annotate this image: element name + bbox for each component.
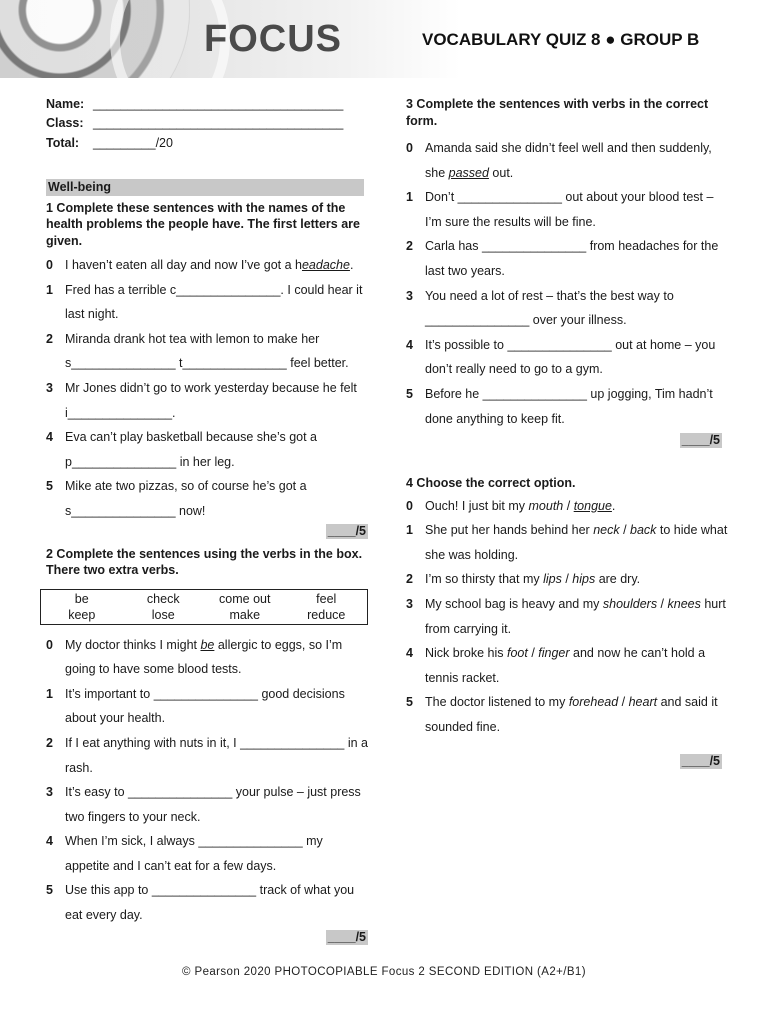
ex3-item	[406, 185, 728, 234]
class-row	[46, 114, 368, 134]
item-number: 4	[46, 834, 53, 849]
item-number: 5	[406, 695, 413, 710]
class-label: Class:	[46, 116, 84, 131]
total-row	[46, 133, 368, 153]
item-text[interactable]: Ouch! I just bit my mouth / tongue.	[425, 498, 616, 513]
item-number: 4	[406, 337, 413, 352]
ex2-item	[46, 731, 368, 780]
ex1-item	[46, 425, 368, 474]
item-number: 3	[406, 288, 413, 303]
ex1-item	[46, 253, 368, 278]
item-number: 3	[46, 785, 53, 800]
name-field[interactable]: ____________________________________	[93, 96, 344, 111]
page-header	[0, 0, 768, 78]
item-number: 1	[406, 523, 413, 538]
word-box-word: feel	[316, 591, 337, 606]
item-text[interactable]: Amanda said she didn’t feel well and then suddenly, she passed out.	[425, 141, 712, 180]
item-text[interactable]: My school bag is heavy and my shoulders / knees hurt from carrying it.	[425, 597, 726, 636]
item-number: 3	[46, 380, 53, 395]
item-number: 0	[406, 498, 413, 513]
item-text[interactable]: Before he _______________ up jogging, Tim hadn’t done anything to keep fit.	[425, 386, 713, 426]
item-number: 2	[406, 572, 413, 587]
item-number: 0	[46, 637, 53, 652]
ex1-item	[46, 278, 368, 327]
item-number: 5	[46, 479, 53, 494]
exercise-4-score[interactable]: ____/5	[681, 753, 720, 768]
item-text[interactable]: Miranda drank hot tea with lemon to make her s_______________ t_______________ feel better.	[65, 331, 349, 371]
item-number: 0	[406, 141, 413, 155]
item-number: 5	[46, 883, 53, 898]
ex4-item	[406, 494, 728, 519]
ex2-item	[46, 633, 368, 682]
item-text[interactable]: When I’m sick, I always _______________ my appetite and I can’t eat for a few days.	[65, 834, 323, 873]
ex2-item	[46, 878, 368, 927]
exercise-3-score[interactable]: ____/5	[681, 433, 720, 448]
item-text[interactable]: It’s important to _______________ good decisions about your health.	[65, 686, 345, 726]
focus-logo: FOCUS	[204, 18, 342, 60]
item-text[interactable]: I’m so thirsty that my lips / hips are dry.	[425, 572, 641, 587]
word-box-row	[41, 607, 367, 623]
ex4-item	[406, 690, 728, 739]
ex3-item	[406, 333, 728, 382]
name-row	[46, 94, 368, 114]
exercise-1-instruction: 1 Complete these sentences with the names of the health problems the people have. The first letters are given.	[46, 200, 360, 248]
item-text[interactable]: Don’t _______________ out about your blood test – I’m sure the results will be fine.	[425, 190, 714, 229]
exercise-1-score[interactable]: ____/5	[327, 523, 366, 538]
item-number: 1	[406, 190, 413, 205]
exercise-2-list	[46, 633, 368, 928]
item-number: 2	[46, 331, 53, 346]
item-text[interactable]: It’s easy to _______________ your pulse – just press two fingers to your neck.	[65, 785, 361, 824]
word-box-word: reduce	[307, 607, 346, 622]
left-column	[46, 94, 368, 948]
item-text[interactable]: Fred has a terrible c_______________. I could hear it last night.	[65, 282, 363, 322]
ex4-item	[406, 567, 728, 592]
item-text[interactable]: She put her hands behind her neck / back to hide what she was holding.	[425, 523, 728, 562]
item-number: 4	[46, 430, 53, 445]
word-box-word: keep	[68, 607, 96, 622]
ex1-item	[46, 376, 368, 425]
ex2-item	[46, 780, 368, 829]
item-text[interactable]: If I eat anything with nuts in it, I _______________ in a rash.	[65, 735, 368, 775]
ex1-item	[46, 474, 368, 523]
item-text[interactable]: Carla has _______________ from headaches for the last two years.	[425, 239, 719, 278]
total-label: Total:	[46, 135, 80, 150]
item-text[interactable]: It’s possible to _______________ out at home – you don’t really need to go to a gym.	[425, 337, 716, 377]
ex3-item	[406, 234, 728, 283]
quiz-title: VOCABULARY QUIZ 8 ● GROUP B	[422, 30, 700, 49]
page-footer: © Pearson 2020 PHOTOCOPIABLE Focus 2 SECOND EDITION (A2+/B1)	[182, 966, 586, 978]
ex3-item	[406, 284, 728, 333]
item-number: 0	[46, 258, 53, 272]
exercise-2-instruction: 2 Complete the sentences using the verbs in the box. There two extra verbs.	[46, 546, 363, 578]
item-text[interactable]: Use this app to _______________ track of what you eat every day.	[65, 883, 355, 923]
item-number: 5	[406, 386, 413, 401]
item-text[interactable]: Mike ate two pizzas, so of course he’s got a s_______________ now!	[65, 479, 307, 518]
item-number: 1	[46, 282, 53, 297]
word-box-word: come out	[219, 591, 271, 606]
word-box	[40, 589, 368, 625]
item-text[interactable]: I haven’t eaten all day and now I’ve got a headache.	[65, 258, 354, 272]
item-text[interactable]: Eva can’t play basketball because she’s got a p_______________ in her leg.	[65, 430, 318, 469]
ex4-item	[406, 641, 728, 690]
ex3-item	[406, 382, 728, 431]
word-box-word: make	[229, 607, 261, 622]
item-number: 2	[46, 735, 53, 750]
total-field[interactable]: _________/20	[93, 135, 173, 150]
section-heading: Well-being	[46, 179, 364, 196]
name-label: Name:	[46, 96, 85, 111]
exercise-3-list	[406, 136, 728, 431]
word-box-word: check	[146, 591, 180, 606]
word-box-word: lose	[151, 607, 175, 622]
item-number: 3	[406, 597, 413, 611]
exercise-4-instruction: 4 Choose the correct option.	[406, 476, 576, 491]
right-column	[406, 94, 728, 772]
word-box-row	[41, 591, 367, 607]
ex4-item	[406, 592, 728, 641]
ex4-item	[406, 518, 728, 567]
item-text[interactable]: Nick broke his foot / finger and now he can’t hold a tennis racket.	[425, 646, 706, 685]
exercise-4-list	[406, 494, 728, 740]
ex2-item	[46, 829, 368, 878]
ex1-item	[46, 327, 368, 376]
exercise-2-score[interactable]: ____/5	[327, 929, 366, 944]
item-text[interactable]: Mr Jones didn’t go to work yesterday because he felt i_______________.	[65, 380, 357, 420]
item-text[interactable]: The doctor listened to my forehead / heart and said it sounded fine.	[425, 695, 718, 734]
exercise-3-instruction: 3 Complete the sentences with verbs in the correct form.	[406, 97, 709, 128]
class-field[interactable]: ____________________________________	[93, 116, 344, 131]
ex2-item	[46, 682, 368, 731]
item-number: 4	[406, 646, 413, 661]
exercise-1-list	[46, 253, 368, 524]
item-text[interactable]: You need a lot of rest – that’s the best way to _______________ over your illness.	[425, 288, 674, 328]
item-number: 1	[46, 686, 53, 701]
ex3-item	[406, 136, 728, 185]
item-number: 2	[406, 239, 413, 254]
item-text[interactable]: My doctor thinks I might be allergic to eggs, so I’m going to have some blood tests.	[65, 637, 343, 677]
word-box-word: be	[74, 591, 89, 606]
